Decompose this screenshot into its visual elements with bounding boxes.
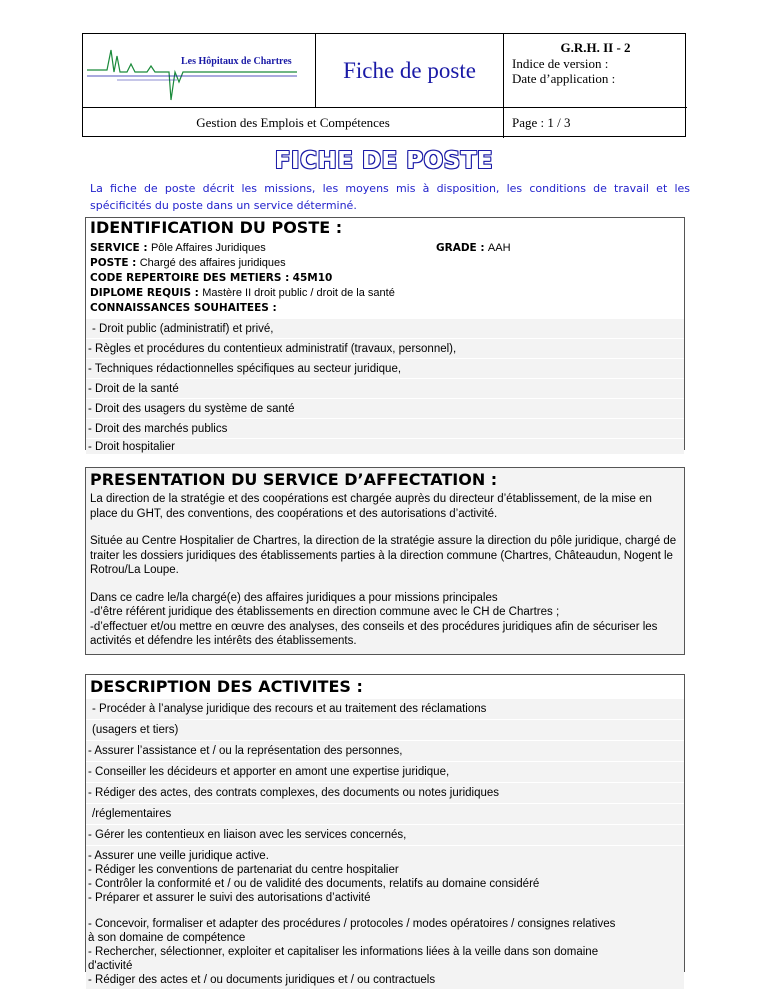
- description-list: [86, 698, 684, 989]
- presentation-section: [85, 467, 685, 655]
- service-label: SERVICE :: [90, 242, 148, 254]
- page-title: FICHE DE POSTE: [274, 148, 494, 174]
- list-item: - Préparer et assurer le suivi des autorisations d’activité: [88, 892, 371, 904]
- connaissances-line: [86, 301, 684, 316]
- hospital-logo-icon: [87, 42, 307, 104]
- presentation-paragraph-2: Située au Centre Hospitalier de Chartres, la direction de la stratégie assure la direction du pôle juridique, chargé de traiter les dossiers juridiques des établissements parties à la direction commune (Chartres, Châteaudun, Nogent le Rotrou/La Loupe.: [90, 535, 677, 576]
- intro-text: La fiche de poste décrit les missions, les moyens mis à disposition, les conditions de travail et les spécificités du poste dans un service déterminé.: [90, 182, 690, 212]
- doc-title-cell: [316, 34, 504, 108]
- list-item: - Droit des usagers du système de santé: [86, 398, 684, 418]
- presentation-paragraph-3: [86, 591, 684, 649]
- list-item: /réglementaires: [86, 803, 684, 824]
- service-value: Pôle Affaires Juridiques: [150, 242, 266, 254]
- logo-cell: [83, 34, 316, 108]
- presentation-line: -d’être référent juridique des établissements en direction commune avec le CH de Chartres ;: [90, 606, 560, 618]
- list-item: - Droit hospitalier: [86, 438, 684, 454]
- identification-section: [85, 217, 685, 453]
- list-item: - Concevoir, formaliser et adapter des procédures / protocoles / modes opératoires / consignes relatives à son domaine de compétence: [88, 918, 616, 944]
- document-header: [82, 33, 686, 137]
- list-item: - Rédiger les conventions de partenariat du centre hospitalier: [88, 864, 399, 876]
- grade-field: [436, 241, 511, 256]
- doc-title: Fiche de poste: [343, 57, 476, 83]
- list-item: (usagers et tiers): [86, 719, 684, 740]
- diplome-label: DIPLOME REQUIS :: [90, 287, 199, 299]
- date-label: Date d’application :: [512, 71, 616, 86]
- logo-text: Les Hôpitaux de Chartres: [181, 56, 292, 67]
- reference-cell: [504, 34, 687, 108]
- grade-label: GRADE :: [436, 242, 485, 254]
- poste-label: POSTE :: [90, 257, 137, 269]
- department-label: Gestion des Emplois et Compétences: [196, 115, 390, 130]
- list-item: - Règles et procédures du contentieux administratif (travaux, personnel),: [86, 338, 684, 358]
- list-item: - Droit de la santé: [86, 378, 684, 398]
- description-heading: DESCRIPTION DES ACTIVITES :: [90, 677, 363, 696]
- list-item: - Assurer une veille juridique active.: [88, 850, 269, 862]
- grade-value: AAH: [487, 242, 511, 254]
- diplome-value: Mastère II droit public / droit de la santé: [202, 287, 395, 299]
- code-value: 45M10: [292, 272, 333, 284]
- connaissances-label: CONNAISSANCES SOUHAITEES :: [90, 302, 277, 314]
- code-label: CODE REPERTOIRE DES METIERS :: [90, 272, 290, 284]
- code-line: [86, 271, 684, 286]
- list-item: - Droit public (administratif) et privé,: [86, 318, 684, 338]
- identification-heading: IDENTIFICATION DU POSTE :: [90, 218, 343, 237]
- presentation-paragraph-1: La direction de la stratégie et des coopérations est chargée auprès du directeur d’établissement, de la mise en place du GHT, des conventions, des coopérations et des autorisations d’activité.: [90, 493, 652, 520]
- description-section: [85, 674, 685, 986]
- poste-value: Chargé des affaires juridiques: [139, 257, 286, 269]
- presentation-line: Dans ce cadre le/la chargé(e) des affaires juridiques a pour missions principales: [90, 591, 498, 604]
- version-label: Indice de version :: [512, 56, 609, 71]
- list-item: - Procéder à l’analyse juridique des recours et au traitement des réclamations: [86, 698, 684, 719]
- list-item: - Contrôler la conformité et / ou de validité des documents, relatifs au domaine considéré: [88, 878, 540, 890]
- list-item: - Techniques rédactionnelles spécifiques au secteur juridique,: [86, 358, 684, 378]
- poste-line: [86, 256, 684, 271]
- presentation-heading: PRESENTATION DU SERVICE D’AFFECTATION :: [90, 470, 498, 489]
- page-number: Page : 1 / 3: [512, 115, 571, 130]
- list-item: - Rédiger des actes et / ou documents juridiques et / ou contractuels: [88, 974, 436, 986]
- page-cell: [504, 108, 687, 138]
- diplome-line: [86, 286, 684, 301]
- list-item: - Rédiger des actes, des contrats complexes, des documents ou notes juridiques: [86, 782, 684, 803]
- presentation-line: -d’effectuer et/ou mettre en œuvre des analyses, des conseils et des procédures juridiques afin de sécuriser les activités et défendre les intérêts des établissements.: [90, 620, 658, 647]
- department-cell: [83, 108, 504, 138]
- list-item: - Assurer l’assistance et / ou la représentation des personnes,: [86, 740, 684, 761]
- list-item: - Droit des marchés publics: [86, 418, 684, 438]
- list-item: - Conseiller les décideurs et apporter en amont une expertise juridique,: [86, 761, 684, 782]
- list-item: - Rechercher, sélectionner, exploiter et capitaliser les informations liées à la veille dans son domaine d'activité: [88, 946, 599, 972]
- connaissances-list: [86, 318, 684, 454]
- list-item: - Gérer les contentieux en liaison avec les services concernés,: [86, 824, 684, 845]
- ref-code: G.R.H. II - 2: [560, 40, 631, 55]
- service-line: [86, 241, 684, 256]
